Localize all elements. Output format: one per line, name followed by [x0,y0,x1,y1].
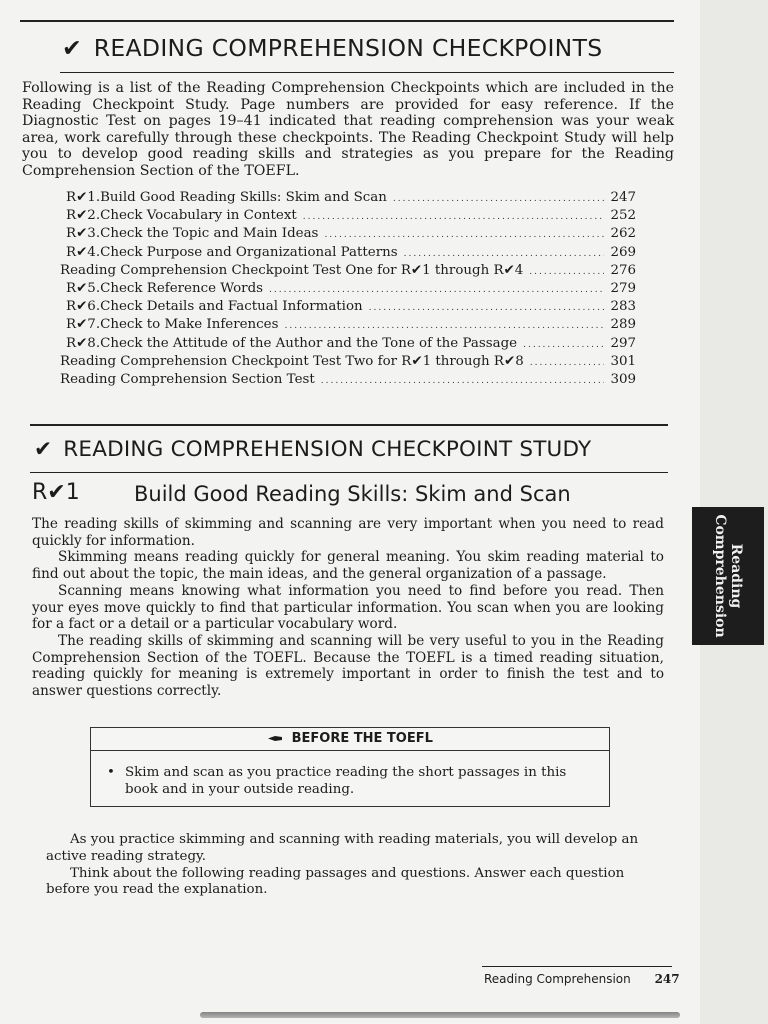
toc-entry-title: Check the Attitude of the Author and the Tone of the Passage [100,335,518,351]
toc-entry-title: Check Reference Words [100,280,264,296]
paragraph: Scanning means knowing what information you need to find before you read. Then your eyes move quickly to find that particular information. You scan when you are looking for a fact or a detail or a particular vocabulary word. [32,582,664,633]
toc-entry [60,226,636,244]
page-footer [484,972,680,986]
footer-rule [482,966,672,967]
toc-entry-page: 279 [610,280,636,296]
tip-box-title: BEFORE THE TOEFL [291,731,433,746]
checkpoint-contents-list [60,190,636,390]
toc-entry [60,372,636,390]
tip-box-header [91,728,609,751]
toc-entry [60,317,636,335]
toc-entry-number: R✔8. [66,335,101,351]
toc-entry-number: R✔7. [66,317,101,333]
pointing-hand-icon [267,731,292,746]
side-tab-line: Reading [728,543,744,609]
paragraph: As you practice skimming and scanning with reading materials, you will develop an active reading strategy. [46,832,639,864]
toc-entry-title: Check Purpose and Organizational Patterns [100,244,398,260]
section-side-tab [692,507,764,645]
side-tab-line: Comprehension [712,514,728,638]
toc-entry [60,190,636,208]
bullet-icon: • [107,765,115,780]
toc-entry-page: 247 [610,190,636,205]
toc-entry-title: Build Good Reading Skills: Skim and Scan [100,190,387,205]
page-heading [62,34,702,62]
toc-entry-title: Reading Comprehension Checkpoint Test Two for R✔1 through R✔8 [60,353,524,369]
toc-entry-title: Check Vocabulary in Context [100,208,297,224]
toc-entry-title: Check the Topic and Main Ideas [100,226,319,242]
toc-entry-page: 301 [610,353,636,369]
toc-entry-page: 269 [610,244,636,260]
dot-leader [321,376,604,386]
toc-entry-number: R✔5. [66,280,101,296]
page-heading-text: READING COMPREHENSION CHECKPOINTS [93,34,603,62]
dot-leader [529,267,604,277]
tip-box [90,727,610,807]
toc-entry [60,263,636,281]
checkmark-icon: ✔ [62,34,82,62]
body-text [32,516,664,700]
paragraph: The reading skills of skimming and scanning will be very useful to you in the Reading Comprehension Section of the TOEFL. Because the TOEFL is a timed reading situation, reading quickly for meaning is extremely important in order to finish the test and to answer questions correctly. [32,632,664,700]
dot-leader [324,230,604,240]
heading-underline [60,72,674,73]
toc-entry-page: 283 [610,299,636,315]
toc-entry-page: 289 [610,317,636,333]
dot-leader [303,212,604,222]
intro-paragraph: Following is a list of the Reading Comprehension Checkpoints which are included in the Reading Checkpoint Study. Page numbers are provided for easy reference. If the Diagnostic Test on pages 19–41 indicated that reading comprehension was your weak area, work carefully through these checkpoints. The Reading Checkpoint Study will help you to develop good reading skills and strategies as you prepare for the Reading Comprehension Section of the TOEFL. [22,80,674,179]
section-heading [34,437,674,462]
section-rule-top [30,424,668,426]
section-rule-bottom [30,472,668,473]
toc-entry-number: R✔4. [66,244,101,260]
toc-entry-title: Check to Make Inferences [100,317,279,333]
checkpoint-title: Build Good Reading Skills: Skim and Scan [134,482,571,506]
toc-entry-page: 297 [610,335,636,351]
paragraph: Skimming means reading quickly for general meaning. You skim reading material to find out about the topic, the main ideas, and the general organization of a passage. [32,549,664,583]
dot-leader [369,303,604,313]
binding-shadow [200,1012,680,1018]
toc-entry [60,245,636,263]
toc-entry [60,281,636,299]
checkpoint-label: R✔1 [32,480,80,505]
dot-leader [284,321,604,331]
dot-leader [530,358,604,368]
toc-entry-title: Reading Comprehension Section Test [60,371,315,387]
toc-entry-number: R✔2. [66,208,101,224]
page-number: 247 [654,972,680,986]
toc-entry-number: R✔3. [66,226,101,242]
toc-entry-page: 276 [610,262,636,278]
toc-entry [60,299,636,317]
toc-entry [60,336,636,354]
toc-entry-number: R✔1. [66,190,101,205]
top-rule [20,20,674,22]
section-heading-text: READING COMPREHENSION CHECKPOINT STUDY [63,437,592,462]
toc-entry-title: Reading Comprehension Checkpoint Test One for R✔1 through R✔4 [60,262,524,278]
dot-leader [523,340,604,350]
dot-leader [269,285,604,295]
tip-bullet-text: Skim and scan as you practice reading the short passages in this book and in your outside reading. [125,765,567,797]
toc-entry-page: 309 [610,371,636,387]
paragraph: The reading skills of skimming and scanning are very important when you need to read quickly for information. [32,516,664,549]
paragraph: Think about the following reading passages and questions. Answer each question before you read the explanation. [46,865,625,898]
footer-section-name: Reading Comprehension [484,972,631,986]
checkmark-icon: ✔ [34,437,53,462]
toc-entry-page: 262 [610,226,636,242]
toc-entry-title: Check Details and Factual Information [100,299,363,315]
dot-leader [393,194,604,204]
tip-bullet [107,764,597,798]
toc-entry [60,354,636,372]
toc-entry [60,208,636,226]
toc-entry-number: R✔6. [66,299,101,315]
closing-text [46,832,660,899]
toc-entry-page: 252 [610,208,636,224]
side-tab-label [712,514,744,637]
dot-leader [404,249,604,259]
